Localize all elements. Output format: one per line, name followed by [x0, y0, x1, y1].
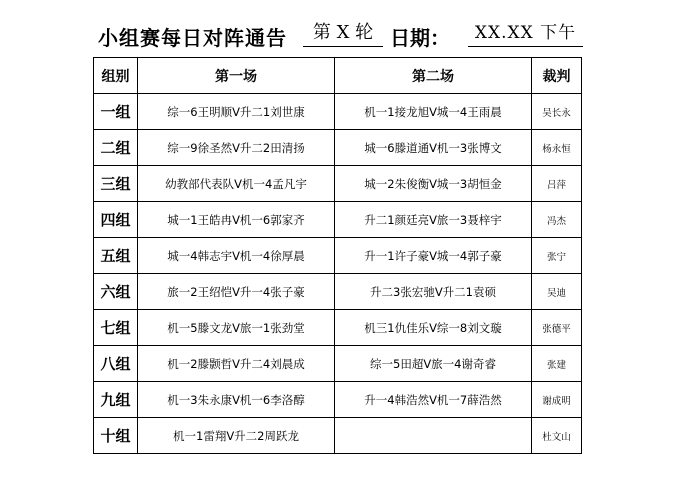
match1-cell: 旅一2王绍恺V升一4张子豪 — [138, 274, 335, 310]
column-header-match1: 第一场 — [138, 58, 335, 94]
match1-cell: 幼教部代表队V机一4孟凡宇 — [138, 166, 335, 202]
table-row — [94, 346, 582, 382]
column-header-group: 组别 — [94, 58, 138, 94]
group-cell: 三组 — [94, 166, 138, 202]
match2-cell: 升一1许子豪V城一4郭子豪 — [335, 238, 532, 274]
match2-cell: 城一6滕道通V机一3张博文 — [335, 130, 532, 166]
match1-cell: 机一2滕颢哲V升二4刘晨成 — [138, 346, 335, 382]
referee-cell: 张德平 — [532, 310, 582, 346]
group-cell: 五组 — [94, 238, 138, 274]
match2-cell — [335, 418, 532, 454]
match2-cell: 升二3张宏驰V升二1袁硕 — [335, 274, 532, 310]
date-field: XX.XX 下午 — [468, 20, 583, 47]
table-row — [94, 94, 582, 130]
table-row — [94, 310, 582, 346]
group-cell: 十组 — [94, 418, 138, 454]
match1-cell: 城一1王皓冉V机一6郭家齐 — [138, 202, 335, 238]
match2-cell: 综一5田超V旅一4谢奇睿 — [335, 346, 532, 382]
table-row — [94, 202, 582, 238]
match2-cell: 升一4韩浩然V机一7薛浩然 — [335, 382, 532, 418]
table-row — [94, 238, 582, 274]
table-row — [94, 274, 582, 310]
referee-cell: 冯杰 — [532, 202, 582, 238]
round-field: 第 X 轮 — [303, 20, 383, 47]
table-row — [94, 418, 582, 454]
match2-cell: 城一2朱俊衡V城一3胡恒金 — [335, 166, 532, 202]
group-cell: 四组 — [94, 202, 138, 238]
referee-cell: 吴迪 — [532, 274, 582, 310]
column-header-match2: 第二场 — [335, 58, 532, 94]
referee-cell: 谢成明 — [532, 382, 582, 418]
group-cell: 一组 — [94, 94, 138, 130]
match2-cell: 升二1颜廷亮V旅一3聂梓宇 — [335, 202, 532, 238]
schedule-table — [93, 57, 582, 454]
referee-cell: 张宁 — [532, 238, 582, 274]
match1-cell: 机一3朱永康V机一6李洛醇 — [138, 382, 335, 418]
referee-cell: 吕萍 — [532, 166, 582, 202]
match2-cell: 机一1接龙旭V城一4王雨晨 — [335, 94, 532, 130]
title-row — [98, 20, 588, 50]
date-label: 日期： — [390, 26, 450, 50]
column-header-referee: 裁判 — [532, 58, 582, 94]
table-header-row — [94, 58, 582, 94]
match1-cell: 城一4韩志宇V机一4徐厚晨 — [138, 238, 335, 274]
match1-cell: 综一6王明顺V升二1刘世康 — [138, 94, 335, 130]
group-cell: 六组 — [94, 274, 138, 310]
referee-cell: 张建 — [532, 346, 582, 382]
group-cell: 八组 — [94, 346, 138, 382]
match1-cell: 机一1雷翔V升二2周跃龙 — [138, 418, 335, 454]
group-cell: 九组 — [94, 382, 138, 418]
referee-cell: 吴长永 — [532, 94, 582, 130]
referee-cell: 杨永恒 — [532, 130, 582, 166]
group-cell: 七组 — [94, 310, 138, 346]
match1-cell: 综一9徐圣然V升二2田清扬 — [138, 130, 335, 166]
table-row — [94, 382, 582, 418]
match1-cell: 机一5滕文龙V旅一1张劲堂 — [138, 310, 335, 346]
page-title: 小组赛每日对阵通告 — [98, 26, 287, 50]
table-row — [94, 166, 582, 202]
match2-cell: 机三1仇佳乐V综一8刘文璇 — [335, 310, 532, 346]
referee-cell: 杜文山 — [532, 418, 582, 454]
group-cell: 二组 — [94, 130, 138, 166]
table-row — [94, 130, 582, 166]
